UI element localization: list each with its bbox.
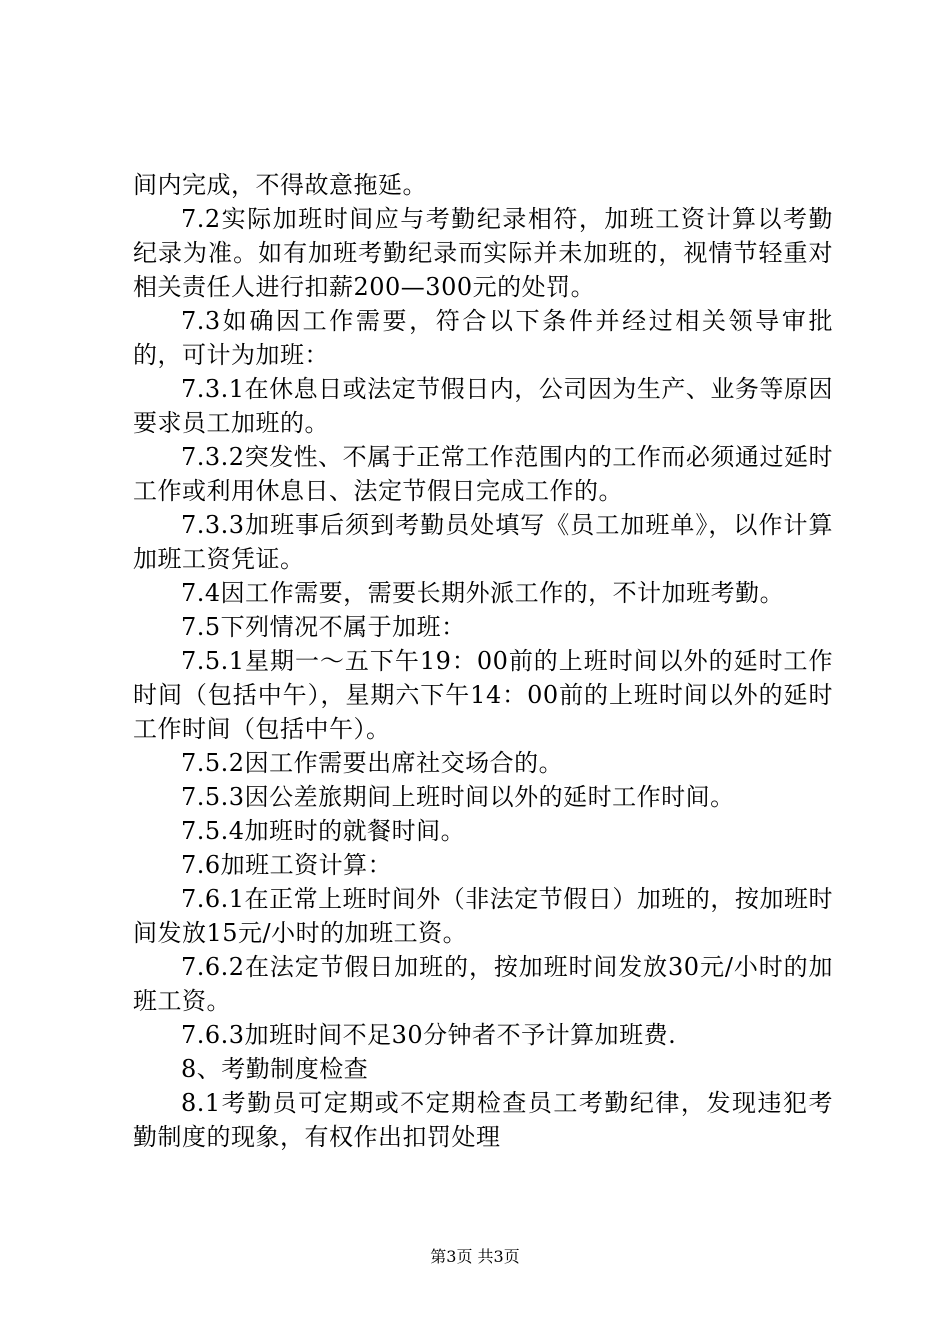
paragraph-7-6-1: 7.6.1在正常上班时间外（非法定节假日）加班的，按加班时间发放15元/小时的加班工资。	[133, 885, 833, 947]
section-heading-8: 8、考勤制度检查	[181, 1055, 369, 1083]
paragraph-7-6: 7.6加班工资计算：	[181, 851, 393, 879]
paragraph-7-5-4: 7.5.4加班时的就餐时间。	[181, 817, 466, 845]
paragraph-7-6-2: 7.6.2在法定节假日加班的，按加班时间发放30元/小时的加班工资。	[133, 953, 833, 1015]
paragraph-continuation: 间内完成，不得故意拖延。	[133, 171, 427, 199]
paragraph-7-5: 7.5下列情况不属于加班：	[181, 613, 466, 641]
paragraph-7-6-3: 7.6.3加班时间不足30分钟者不予计算加班费.	[181, 1021, 677, 1049]
paragraph-7-3: 7.3如确因工作需要，符合以下条件并经过相关领导审批的，可计为加班：	[133, 307, 833, 369]
paragraph-7-5-2: 7.5.2因工作需要出席社交场合的。	[181, 749, 564, 777]
paragraph-7-5-1: 7.5.1星期一～五下午19：00前的上班时间以外的延时工作时间（包括中午），星期六下午14：00前的上班时间以外的延时工作时间（包括中午）。	[133, 647, 833, 743]
page-footer: 第3页 共3页	[430, 1247, 520, 1266]
paragraph-7-3-1: 7.3.1在休息日或法定节假日内，公司因为生产、业务等原因要求员工加班的。	[133, 375, 833, 437]
paragraph-7-5-3: 7.5.3因公差旅期间上班时间以外的延时工作时间。	[181, 783, 735, 811]
document-body	[133, 168, 833, 1154]
paragraph-7-3-2: 7.3.2突发性、不属于正常工作范围内的工作而必须通过延时工作或利用休息日、法定节假日完成工作的。	[133, 443, 833, 505]
paragraph-8-1: 8.1考勤员可定期或不定期检查员工考勤纪律，发现违犯考勤制度的现象，有权作出扣罚处理	[133, 1089, 833, 1151]
paragraph-7-3-3: 7.3.3加班事后须到考勤员处填写《员工加班单》，以作计算加班工资凭证。	[133, 511, 833, 573]
paragraph-7-4: 7.4因工作需要，需要长期外派工作的，不计加班考勤。	[181, 579, 785, 607]
paragraph-7-2: 7.2实际加班时间应与考勤纪录相符，加班工资计算以考勤纪录为准。如有加班考勤纪录而实际并未加班的，视情节轻重对相关责任人进行扣薪200—300元的处罚。	[133, 205, 833, 301]
